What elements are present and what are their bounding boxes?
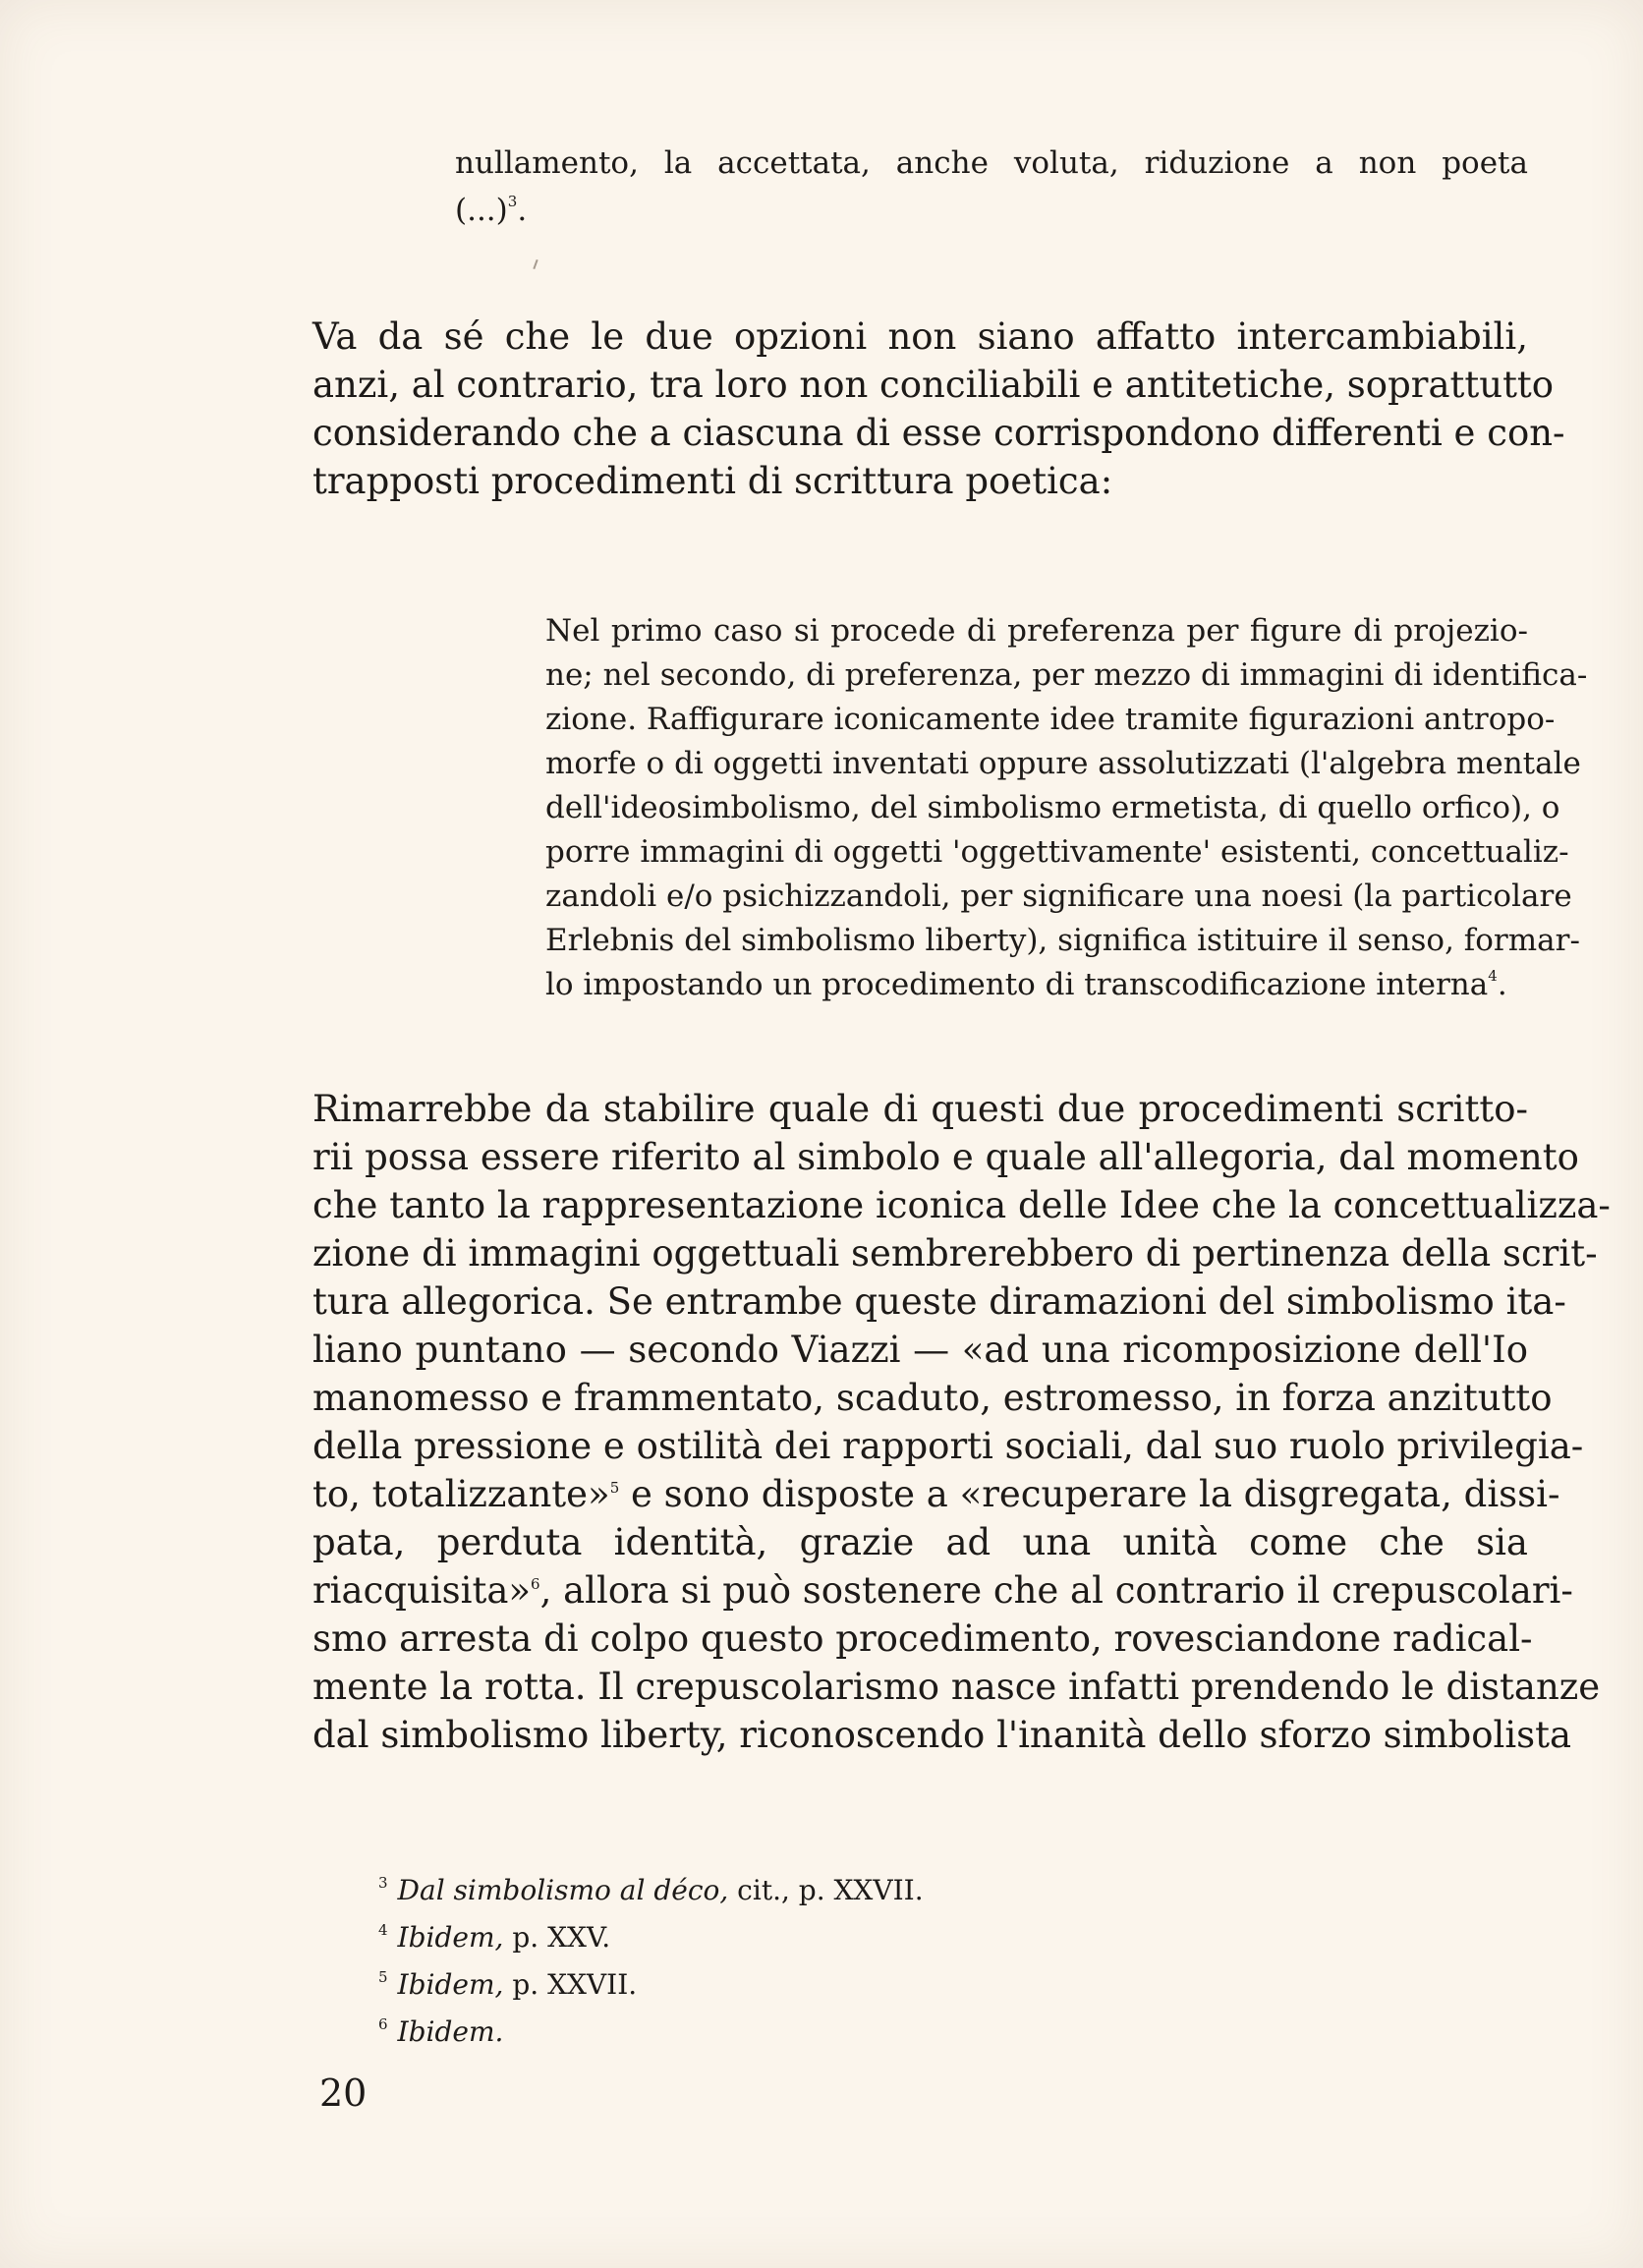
footnote-title: Ibidem, [397,1921,504,1954]
footnote [378,1957,924,2005]
text-line: dal simbolismo liberty, riconoscendo l'inanità dello sforzo simbolista [312,1714,1572,1756]
footnote-marker: 3 [378,1874,388,1892]
text-line: rii possa essere riferito al simbolo e quale all'allegoria, dal momento [312,1136,1579,1178]
text-line: Nel primo caso si procede di preferenza per figure di projezio- [545,613,1528,649]
text-line: pata, perduta identità, grazie ad una unità come che sia [312,1521,1528,1563]
text-line: tura allegorica. Se entrambe queste diramazioni del simbolismo ita- [312,1280,1566,1323]
text-line [312,1470,1560,1518]
text-line [545,963,1528,1007]
footnote-ref: 5 [609,1479,620,1497]
block-quote [545,609,1588,1007]
text-line: Va da sé che le due opzioni non siano affatto intercambiabili, [312,315,1528,358]
footnote-title: Ibidem, [397,1968,504,2001]
footnote-text: p. XXV. [503,1921,611,1954]
text-line [312,1566,1573,1615]
footnote-title: Dal simbolismo al déco, [397,1874,729,1906]
text-fragment: . [517,193,528,228]
text-line: mente la rotta. Il crepuscolarismo nasce infatti prendendo le distanze [312,1666,1601,1708]
text-line: nullamento, la accettata, anche voluta, riduzione a non poeta [455,145,1528,181]
text-line: ne; nel secondo, di preferenza, per mezzo di immagini di identifica- [545,657,1588,693]
text-line: morfe o di oggetti inventati oppure assolutizzati (l'algebra mentale [545,746,1581,781]
text-line: smo arresta di colpo questo procedimento, rovesciandone radical- [312,1617,1533,1660]
footnote-ref: 4 [1488,967,1498,985]
text-line: considerando che a ciascuna di esse corrispondono differenti e con- [312,412,1565,454]
text-line: Erlebnis del simbolismo liberty), significa istituire il senso, formar- [545,923,1580,958]
body-paragraph-2 [312,1085,1611,1759]
page-number: 20 [319,2071,368,2115]
footnotes [378,1863,924,2052]
text-line: zandoli e/o psichizzandoli, per significare una noesi (la particolare [545,879,1572,914]
footnote-marker: 4 [378,1921,388,1939]
stray-mark [533,259,538,269]
text-fragment: lo impostando un procedimento di transcodificazione interna [545,967,1489,1002]
footnote-text: cit., p. XXVII. [728,1874,924,1906]
footnote-title: Ibidem. [397,2015,504,2048]
text-line: trapposti procedimenti di scrittura poetica: [312,460,1113,502]
footnote-ref: 3 [507,193,518,210]
footnote-text: p. XXVII. [503,1968,638,2001]
text-line: liano puntano — secondo Viazzi — «ad una ricomposizione dell'Io [312,1329,1528,1371]
footnote-marker: 5 [378,1968,388,1986]
text-fragment: to, totalizzante» [312,1473,610,1515]
footnote-ref: 6 [531,1575,540,1593]
text-line: porre immagini di oggetti 'oggettivamente' esistenti, concettualiz- [545,834,1569,870]
body-paragraph-1 [312,312,1565,505]
footnote [378,1910,924,1957]
text-fragment: (...) [455,193,508,228]
text-line: manomesso e frammentato, scaduto, estromesso, in forza anzitutto [312,1377,1553,1419]
text-line: della pressione e ostilità dei rapporti sociali, dal suo ruolo privilegia- [312,1425,1584,1467]
footnote-marker: 6 [378,2015,388,2033]
text-line: zione. Raffigurare iconicamente idee tramite figurazioni antropo- [545,702,1556,737]
text-line: dell'ideosimbolismo, del simbolismo ermetista, di quello orfico), o [545,790,1560,825]
text-fragment: . [1497,967,1507,1002]
text-fragment: riacquisita» [312,1569,532,1612]
footnote [378,2005,924,2052]
text-line: Rimarrebbe da stabilire quale di questi due procedimenti scritto- [312,1088,1528,1130]
footnote [378,1863,924,1910]
continued-block-quote [455,140,1528,234]
text-line: zione di immagini oggettuali sembrerebbero di pertinenza della scrit- [312,1232,1598,1275]
text-fragment: , allora si può sostenere che al contrario il crepuscolari- [539,1569,1573,1612]
text-line: che tanto la rappresentazione iconica delle Idee che la concettualizza- [312,1184,1611,1226]
text-line [455,187,1528,234]
text-line: anzi, al contrario, tra loro non conciliabili e antitetiche, soprattutto [312,364,1555,406]
text-fragment: e sono disposte a «recuperare la disgregata, dissi- [619,1473,1560,1515]
